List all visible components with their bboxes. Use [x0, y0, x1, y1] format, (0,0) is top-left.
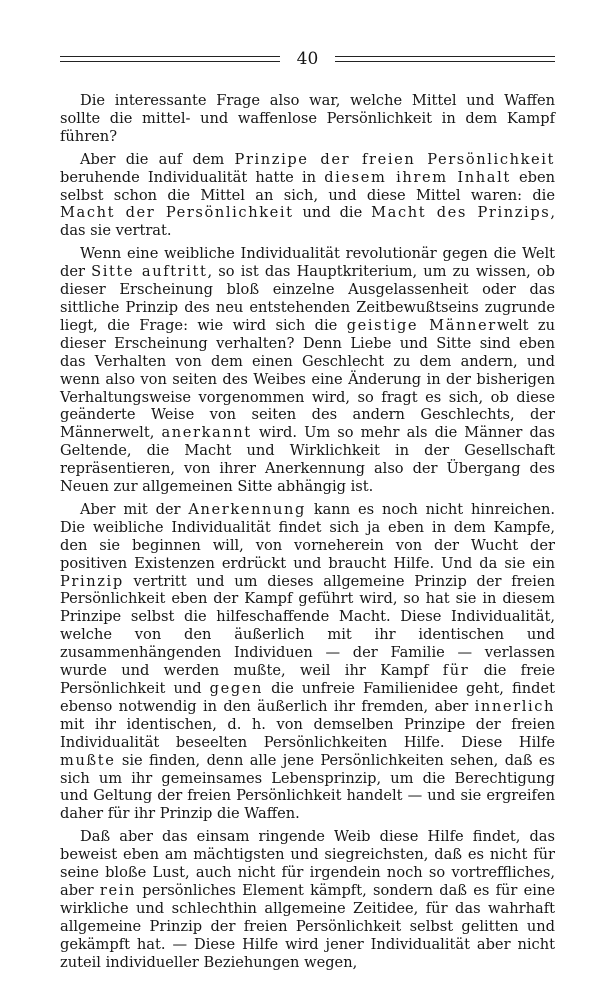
spaced-emphasis: diesem ihrem Inhalt	[324, 168, 511, 186]
text-run: vertritt und um dieses allgemeine Prinzip der freien Persönlichkeit eben der Kampf geführt wird, so hat sie in diesem Prinzipe selbst die hilfeschaffende Macht. Diese Individualität, welche von den äußerlich mit ihr identischen und zusammenhängenden Individuen — der Familie — verlassen wurde und werden mußte, weil ihr Kampf	[60, 572, 555, 680]
text-run: welt zu dieser Erscheinung verhalten? Denn Liebe und Sitte sind eben das Verhalten von dem einen Geschlecht zu dem andern, und wenn also von seiten des Weibes eine Änderung in der bisherigen Verhaltungsweise vorgenommen wird, so fragt es sich, ob diese geänderte Weise von seiten des andern Geschlechts, der Männerwelt,	[60, 316, 555, 442]
spaced-emphasis: Prinzipe der freien Persönlichkeit	[234, 150, 555, 168]
paragraph	[60, 92, 555, 146]
spaced-emphasis: gegen	[209, 680, 264, 697]
paragraph	[60, 828, 555, 971]
text-run: , so ist das Hauptkriterium, um zu wissen, ob dieser Erscheinung bloß einzelne Ausgelassenheit oder das sittliche Prinzip des neu entstehenden Zeitbewußtseins zugrunde liegt, die Frage: wie wird sich die	[60, 263, 556, 334]
spaced-emphasis: mußte	[60, 751, 116, 769]
spaced-emphasis: anerkannt	[161, 424, 252, 442]
text-run: die unfreie Familienidee geht, findet ebenso notwendig in den äußerlich ihr fremden, aber	[60, 680, 555, 715]
text-run: eben selbst schon die Mittel an sich, und diese Mittel waren: die	[60, 168, 555, 204]
text-run: , das sie vertrat.	[60, 204, 555, 240]
text-run: Aber mit der	[80, 500, 189, 518]
text-run: und die	[293, 204, 372, 222]
text-run: Aber die auf dem	[80, 150, 235, 168]
spaced-emphasis: innerlich	[474, 697, 555, 715]
header-rule-right	[335, 56, 555, 62]
text-run: Daß aber das einsam ringende Weib diese Hilfe findet, das beweist eben am mächtigsten und siegreichsten, daß es nicht für seine bloße Lust, auch nicht für irgendein noch so vortreffliches, aber	[60, 828, 555, 899]
spaced-emphasis: geistige Männer	[346, 316, 497, 334]
text-run: sie finden, denn alle jene Persönlichkeiten sehen, daß es sich um ihr gemeinsames Lebensprinzip, um die Berechtigung und Geltung der freien Persönlichkeit handelt — und sie ergreifen daher für ihr Prinzip die Waffen.	[60, 751, 555, 823]
spaced-emphasis: Macht des Prinzips	[371, 204, 551, 222]
text-run: Wenn eine weibliche Individualität revolutionär gegen die Welt der	[60, 245, 555, 281]
text-run: kann es noch nicht hinreichen. Die weibliche Individualität findet sich ja eben in dem Kampfe, den sie beginnen will, von vorneherein von der Wucht der positiven Existenzen erdrückt und braucht Hilfe. Und da sie ein	[60, 500, 555, 572]
spaced-emphasis: Macht der Persönlichkeit	[60, 204, 294, 222]
page-header	[60, 50, 555, 72]
spaced-emphasis: Prinzip	[60, 572, 124, 590]
text-run: die freie Persönlichkeit und	[60, 662, 555, 697]
paragraph	[60, 501, 555, 823]
text-run: Die interessante Frage also war, welche Mittel und Waffen sollte die mittel- und waffenlose Persönlichkeit in dem Kampf führen?	[60, 92, 555, 145]
spaced-emphasis: Sitte auftritt	[91, 263, 208, 281]
body-text	[60, 92, 555, 977]
spaced-emphasis: für	[442, 662, 470, 680]
paragraph	[60, 151, 555, 241]
page-number: 40	[296, 49, 319, 69]
text-run: mit ihr identischen, d. h. von demselben Prinzipe der freien Individualität beseelten Persönlichkeiten Hilfe. Diese Hilfe	[60, 715, 555, 751]
spaced-emphasis: Anerkennung	[188, 500, 306, 518]
text-run: beruhende Individualität hatte in	[60, 168, 325, 186]
text-run: persönliches Element kämpft, sondern daß es für eine wirkliche und schlechthin allgemeine Zeitidee, für das wahrhaft allgemeine Prinzip der freien Persönlichkeit selbst gelitten und gekämpft hat. — Diese Hilfe wird jener Individualität aber nicht zuteil individueller Beziehungen wegen,	[60, 881, 555, 971]
text-run: wird. Um so mehr als die Männer das Geltende, die Macht und Wirklichkeit in der Gesellschaft repräsentieren, von ihrer Anerkennung also der Übergang des Neuen zur allgemeinen Sitte abhängig ist.	[60, 424, 555, 496]
paragraph	[60, 245, 555, 496]
spaced-emphasis: rein	[99, 881, 136, 899]
